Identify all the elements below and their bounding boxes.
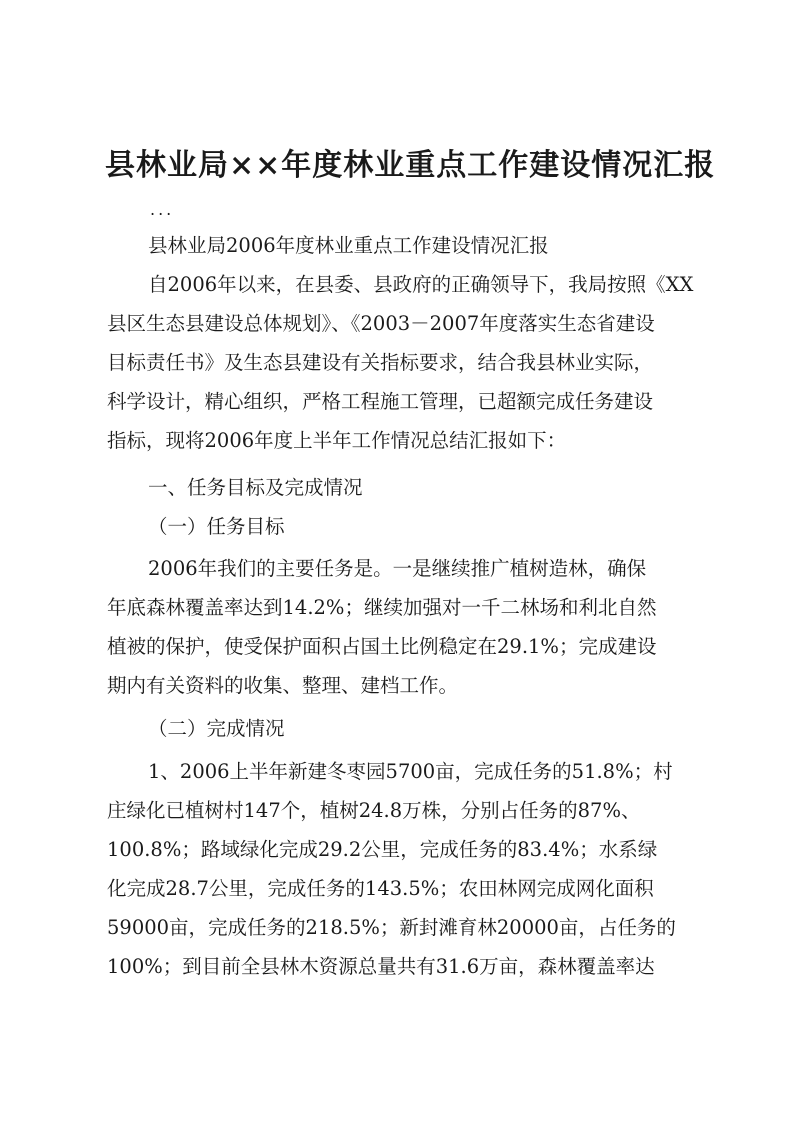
paragraph-line: 化完成28.7公里，完成任务的143.5%；农田林网完成网化面积 xyxy=(107,877,654,900)
document-title: 县林业局××年度林业重点工作建设情况汇报 xyxy=(105,148,716,183)
paragraph-line: 指标，现将2006年度上半年工作情况总结汇报如下： xyxy=(107,429,567,452)
paragraph-line: 植被的保护，使受保护面积占国土比例稳定在29.1%；完成建设 xyxy=(107,635,657,658)
section-heading: 一、任务目标及完成情况 xyxy=(148,476,363,499)
ellipsis-mark: ... xyxy=(150,200,175,219)
paragraph-line: 县区生态县建设总体规划》、《2003－2007年度落实生态省建设 xyxy=(107,312,655,335)
paragraph-line: 自2006年以来，在县委、县政府的正确领导下，我局按照《XX xyxy=(148,273,694,296)
paragraph-line: 庄绿化已植树村147个，植树24.8万株，分别占任务的87%、 xyxy=(107,799,641,822)
paragraph-line: 100%；到目前全县林木资源总量共有31.6万亩，森林覆盖率达 xyxy=(107,955,655,978)
paragraph-line: 1、2006上半年新建冬枣园5700亩，完成任务的51.8%；村 xyxy=(148,760,673,783)
paragraph-line: 期内有关资料的收集、整理、建档工作。 xyxy=(107,674,459,697)
paragraph-line: 100.8%；路域绿化完成29.2公里，完成任务的83.4%；水系绿 xyxy=(107,838,658,861)
subsection-heading: （二）完成情况 xyxy=(148,717,285,740)
paragraph-line: 科学设计，精心组织，严格工程施工管理，已超额完成任务建设 xyxy=(107,390,654,413)
paragraph-line: 目标责任书》及生态县建设有关指标要求，结合我县林业实际， xyxy=(107,351,654,374)
subsection-heading: （一）任务目标 xyxy=(148,515,285,538)
paragraph-line: 年底森林覆盖率达到14.2%；继续加强对一千二林场和利北自然 xyxy=(107,596,657,619)
paragraph-line: 59000亩，完成任务的218.5%；新封滩育林20000亩，占任务的 xyxy=(107,916,676,939)
paragraph-line: 2006年我们的主要任务是。一是继续推广植树造林，确保 xyxy=(148,557,647,580)
report-heading: 县林业局2006年度林业重点工作建设情况汇报 xyxy=(148,234,549,257)
